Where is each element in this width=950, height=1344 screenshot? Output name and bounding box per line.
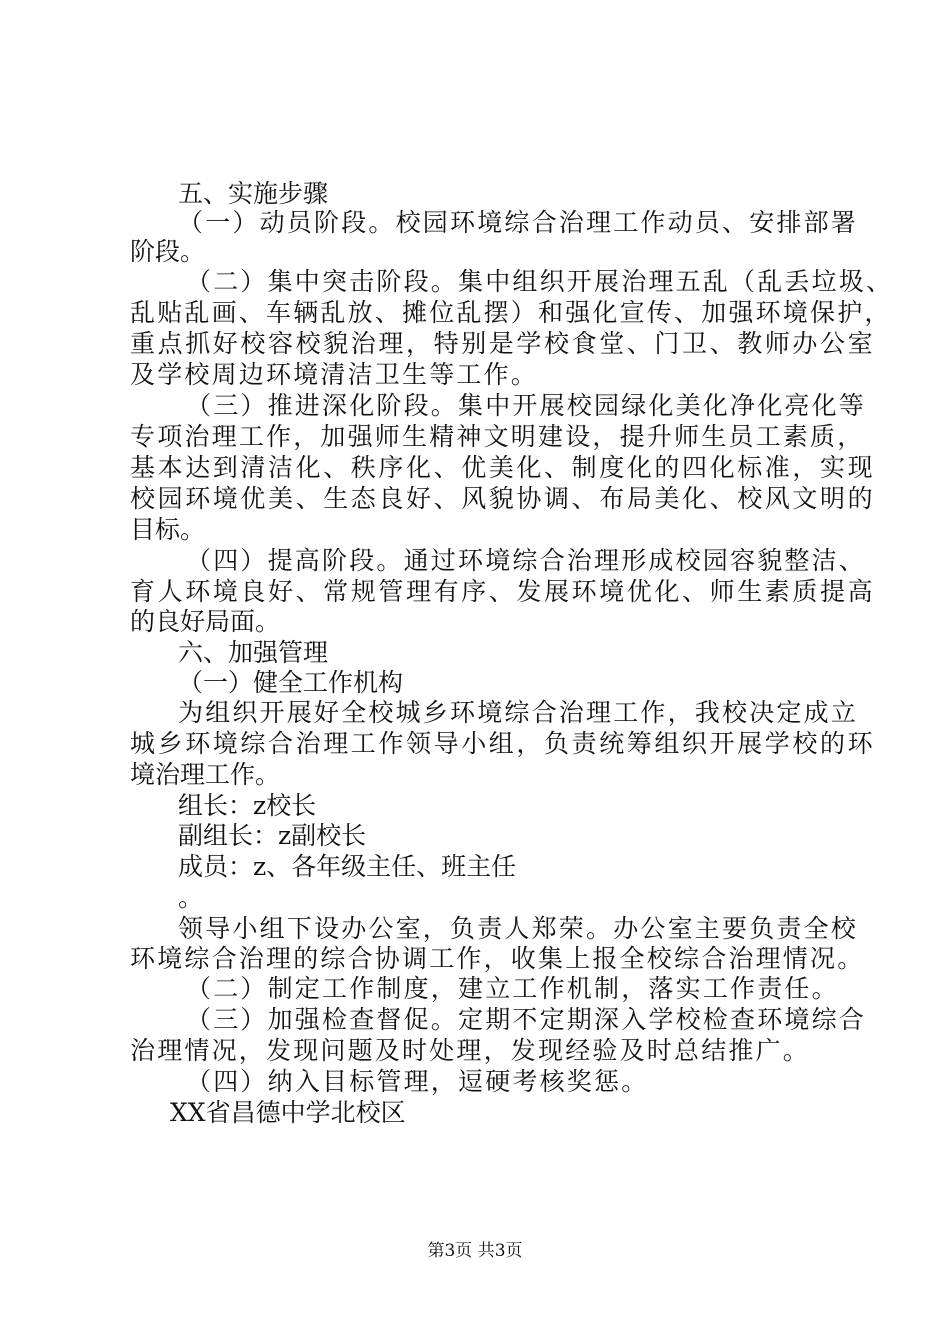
page-footer: 第3页 共3页 <box>427 1241 523 1261</box>
paragraph-line: 重点抓好校容校貌治理，特别是学校食堂、门卫、教师办公室 <box>130 329 876 358</box>
paragraph-line: 环境综合治理的综合协调工作，收集上报全校综合治理情况。 <box>130 944 865 973</box>
paragraph-line: 基本达到清洁化、秩序化、优美化、制度化的四化标准，实现 <box>130 453 876 482</box>
paragraph-line: 育人环境良好、常规管理有序、发展环境优化、师生素质提高 <box>130 577 876 606</box>
paragraph-line: （三）加强检查督促。定期不定期深入学校检查环境综合 <box>186 1005 867 1034</box>
paragraph-line: 为组织开展好全校城乡环境综合治理工作，我校决定成立 <box>178 698 859 727</box>
paragraph-line: 的良好局面。 <box>130 607 281 636</box>
paragraph-line: 领导小组下设办公室，负责人郑荣。办公室主要负责全校 <box>178 914 859 943</box>
paragraph-line: 目标。 <box>130 515 206 544</box>
group-deputy: 副组长：z副校长 <box>178 821 367 850</box>
paragraph-line: （二）集中突击阶段。集中组织开展治理五乱（乱丢垃圾、 <box>186 267 894 296</box>
paragraph-line: 校园环境优美、生态良好、风貌协调、布局美化、校风文明的 <box>130 484 876 513</box>
school-name: XX省昌德中学北校区 <box>170 1098 406 1127</box>
section-heading-5: 五、实施步骤 <box>178 179 329 208</box>
paragraph-line: 治理情况，发现问题及时处理，发现经验及时总结推广。 <box>130 1036 811 1065</box>
subheading: （一）健全工作机构 <box>178 668 404 697</box>
paragraph-line: 乱贴乱画、车辆乱放、摊位乱摆）和强化宣传、加强环境保护， <box>130 298 892 327</box>
paragraph-line: （四）提高阶段。通过环境综合治理形成校园容貌整洁、 <box>186 546 867 575</box>
group-leader: 组长：z校长 <box>178 791 317 820</box>
paragraph-line: （一）动员阶段。校园环境综合治理工作动员、安排部署 <box>178 208 859 237</box>
section-heading-6: 六、加强管理 <box>178 638 329 667</box>
paragraph-line: 城乡环境综合治理工作领导小组，负责统筹组织开展学校的环 <box>130 729 876 758</box>
paragraph-line: （四）纳入目标管理，逗硬考核奖惩。 <box>186 1067 649 1096</box>
paragraph-line: 。 <box>178 883 204 912</box>
paragraph-line: （二）制定工作制度，建立工作机制，落实工作责任。 <box>186 974 839 1003</box>
paragraph-line: （三）推进深化阶段。集中开展校园绿化美化净化亮化等 <box>186 391 867 420</box>
paragraph-line: 专项治理工作，加强师生精神文明建设，提升师生员工素质， <box>130 422 865 451</box>
group-members: 成员：z、各年级主任、班主任 <box>178 852 517 881</box>
paragraph-line: 及学校周边环境清洁卫生等工作。 <box>130 360 539 389</box>
paragraph-line: 境治理工作。 <box>130 760 281 789</box>
paragraph-line: 阶段。 <box>130 237 206 266</box>
